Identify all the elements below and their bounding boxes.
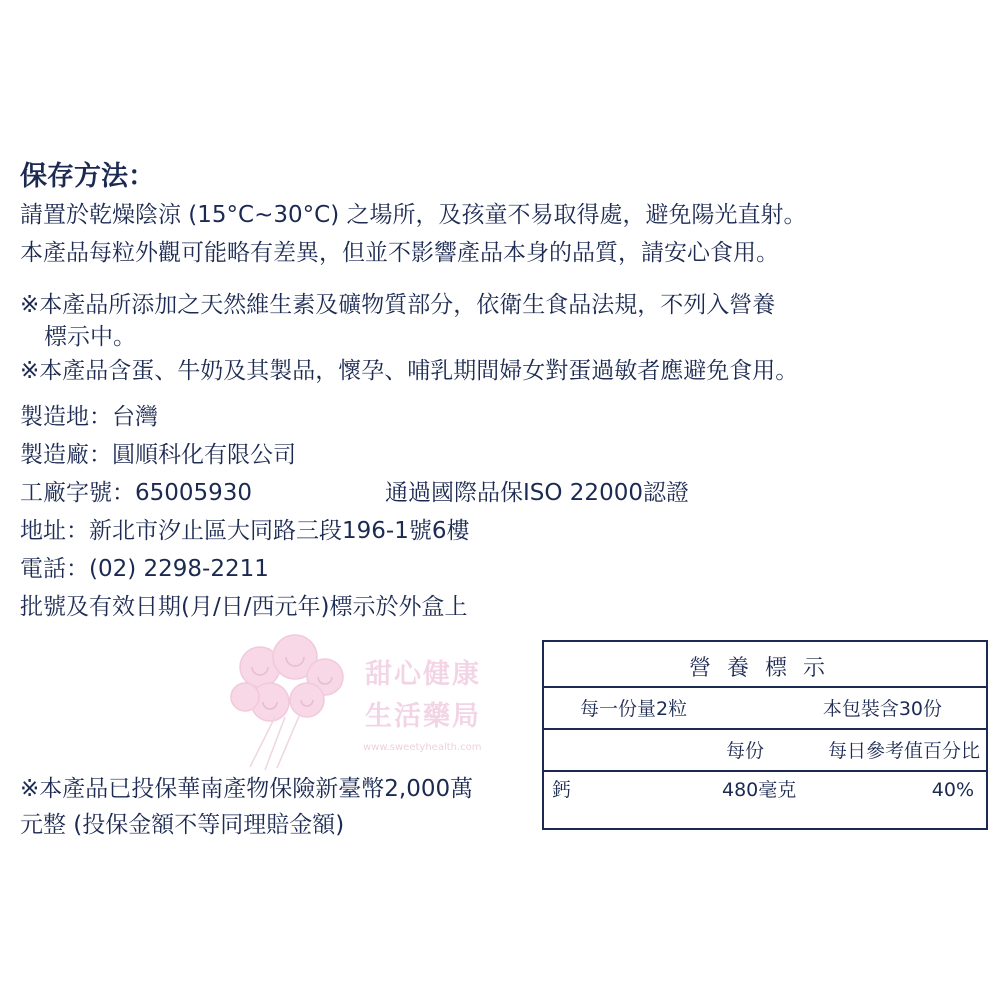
servings-per-pack: 本包裝含30份 — [822, 698, 942, 720]
watermark-line-2: 生活藥局 — [365, 701, 481, 732]
nutrition-header-row — [544, 642, 986, 688]
address-text: 地址：新北市汐止區大同路三段196-1號6樓 — [20, 518, 470, 544]
note-vitamins-line-2: 標示中。 — [44, 324, 136, 350]
nutrient-amount: 480毫克 — [722, 779, 797, 801]
storage-line-2: 本產品每粒外觀可能略有差異，但並不影響產品本身的品質，請安心食用。 — [20, 240, 779, 266]
maker-text: 製造廠：圓順科化有限公司 — [20, 442, 296, 468]
col-daily-value: 每日參考值百分比 — [827, 740, 980, 762]
storage-title: 保存方法： — [20, 161, 155, 192]
watermark — [215, 622, 515, 772]
nutrition-column-header-row — [544, 730, 986, 772]
storage-line-1: 請置於乾燥陰涼 (15°C~30°C) 之場所，及孩童不易取得處，避免陽光直射。 — [20, 202, 807, 228]
nutrition-table — [542, 640, 988, 830]
note-vitamins-line-1: ※本產品所添加之天然維生素及礦物質部分，依衛生食品法規，不列入營養 — [20, 292, 776, 318]
phone-text: 電話：(02) 2298-2211 — [20, 556, 269, 582]
nutrition-serving-row — [544, 688, 986, 730]
nutrient-daily-value: 40% — [931, 779, 974, 801]
certification-text: 通過國際品保ISO 22000認證 — [385, 480, 689, 506]
nutrition-title: 營養標示 — [688, 656, 841, 681]
insurance-line-2: 元整 (投保金額不等同理賠金額) — [20, 812, 345, 838]
insurance-line-1: ※本產品已投保華南產物保險新臺幣2,000萬 — [20, 776, 474, 802]
batch-text: 批號及有效日期(月/日/西元年)標示於外盒上 — [20, 594, 468, 620]
factory-number-text: 工廠字號：65005930 — [20, 480, 253, 506]
origin-text: 製造地：台灣 — [20, 404, 158, 430]
col-per-serving: 每份 — [726, 740, 765, 762]
nutrient-name: 鈣 — [552, 779, 572, 801]
serving-size: 每一份量2粒 — [580, 698, 688, 720]
watermark-line-1: 甜心健康 — [365, 659, 481, 690]
watermark-url: www.sweetyhealth.com — [363, 742, 482, 753]
note-allergen: ※本產品含蛋、牛奶及其製品，懷孕、哺乳期間婦女對蛋過敏者應避免食用。 — [20, 358, 799, 384]
rose-bouquet-icon — [215, 622, 365, 772]
